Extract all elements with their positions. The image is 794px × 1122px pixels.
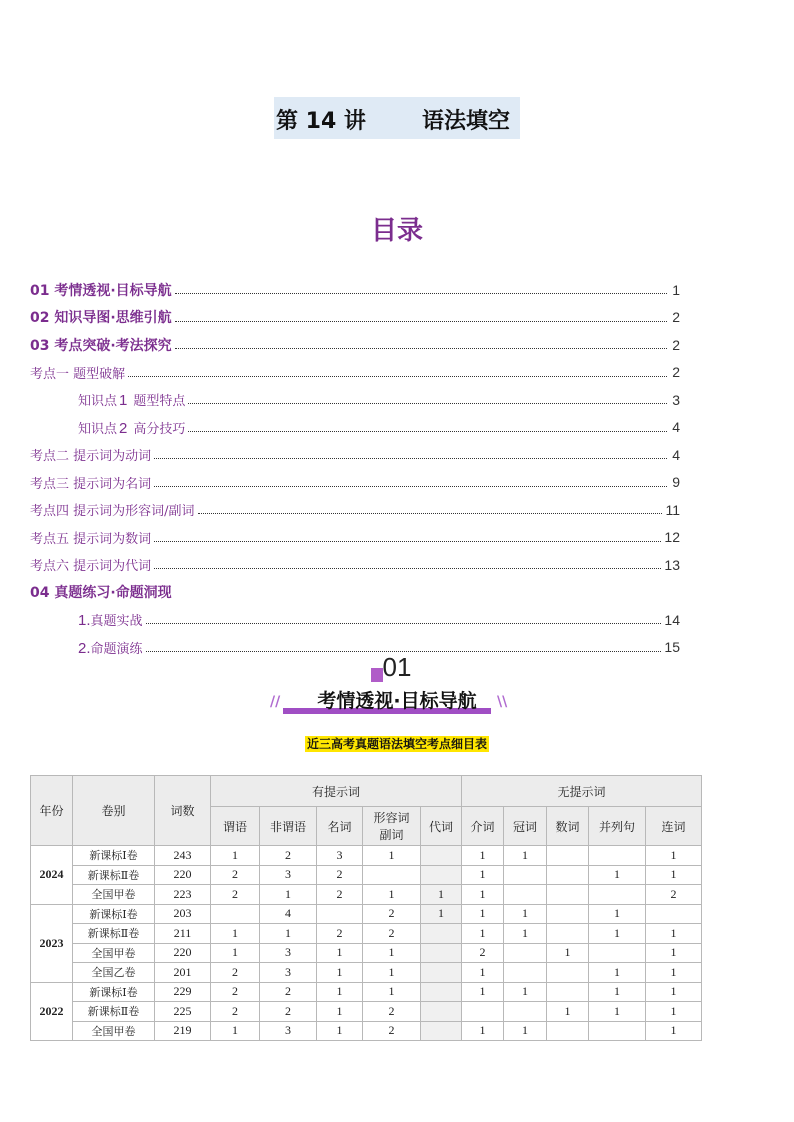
count-cell — [421, 943, 462, 963]
count-cell: 3 — [260, 943, 317, 963]
count-cell: 1 — [589, 982, 646, 1002]
count-cell: 1 — [462, 885, 504, 905]
toc-entry[interactable] — [30, 579, 680, 607]
count-cell: 1 — [317, 943, 363, 963]
volume-cell: 新课标Ⅱ卷 — [73, 1002, 155, 1022]
word-count-cell: 219 — [155, 1021, 211, 1041]
header-category: 连词 — [646, 807, 702, 846]
volume-cell: 新课标Ⅰ卷 — [73, 846, 155, 866]
toc-page-number: 15 — [664, 639, 680, 656]
count-cell — [317, 904, 363, 924]
toc-entry-text: 命题演练 — [90, 641, 143, 657]
toc-entry[interactable] — [30, 469, 680, 497]
table-caption — [0, 733, 794, 752]
toc-entry-label: 04 真题练习·命题洞现 — [30, 585, 172, 602]
count-cell: 1 — [211, 1021, 260, 1041]
count-cell — [504, 1002, 547, 1022]
count-cell: 1 — [504, 904, 547, 924]
toc-leader-dots — [128, 376, 667, 377]
toc-entry-label: 考点五 提示词为数词 — [30, 531, 152, 547]
year-cell: 2024 — [31, 846, 73, 905]
word-count-cell: 225 — [155, 1002, 211, 1022]
word-count-cell: 229 — [155, 982, 211, 1002]
count-cell: 1 — [363, 963, 421, 983]
count-cell — [547, 885, 589, 905]
toc-page-number: 1 — [672, 281, 680, 298]
count-cell — [547, 904, 589, 924]
toc-page-number: 2 — [672, 364, 680, 381]
count-cell — [421, 1021, 462, 1041]
toc-page-number: 12 — [664, 529, 680, 546]
count-cell: 1 — [589, 904, 646, 924]
header-category: 数词 — [547, 807, 589, 846]
volume-cell: 新课标Ⅱ卷 — [73, 865, 155, 885]
count-cell: 1 — [646, 865, 702, 885]
count-cell: 1 — [363, 943, 421, 963]
toc-entry-label: 03 考点突破·考法探究 — [30, 337, 172, 354]
header-category: 非谓语 — [260, 807, 317, 846]
count-cell: 1 — [646, 943, 702, 963]
toc-leader-dots — [175, 293, 667, 294]
count-cell: 2 — [260, 846, 317, 866]
count-cell — [547, 846, 589, 866]
count-cell: 1 — [462, 904, 504, 924]
year-cell: 2023 — [31, 904, 73, 982]
count-cell — [547, 982, 589, 1002]
count-cell — [504, 943, 547, 963]
count-cell: 1 — [462, 846, 504, 866]
count-cell: 1 — [211, 924, 260, 944]
toc-leader-dots — [188, 403, 667, 404]
toc-entry[interactable] — [30, 551, 680, 579]
toc-entry-number: 2 — [119, 419, 128, 437]
count-cell: 2 — [317, 924, 363, 944]
count-cell — [211, 904, 260, 924]
count-cell — [421, 1002, 462, 1022]
toc-leader-dots — [146, 623, 662, 624]
toc-entry-label: 01 考情透视·目标导航 — [30, 282, 172, 299]
count-cell — [589, 846, 646, 866]
count-cell: 3 — [260, 865, 317, 885]
word-count-cell: 220 — [155, 943, 211, 963]
table-row — [31, 865, 702, 885]
count-cell: 1 — [646, 982, 702, 1002]
count-cell: 1 — [462, 982, 504, 1002]
toc-entry-label: 考点三 提示词为名词 — [30, 476, 152, 492]
toc-page-number: 3 — [672, 391, 680, 408]
slash-decoration-right: \\ — [497, 694, 508, 710]
count-cell: 2 — [363, 1021, 421, 1041]
word-count-cell: 243 — [155, 846, 211, 866]
count-cell: 2 — [363, 904, 421, 924]
table-caption-text: 近三高考真题语法填空考点细目表 — [306, 737, 487, 751]
volume-cell: 新课标Ⅰ卷 — [73, 982, 155, 1002]
header-words: 词数 — [155, 776, 211, 846]
table-row — [31, 1021, 702, 1041]
count-cell: 2 — [317, 885, 363, 905]
count-cell — [547, 1021, 589, 1041]
table-row — [31, 924, 702, 944]
count-cell — [421, 865, 462, 885]
count-cell: 1 — [317, 963, 363, 983]
toc-leader-dots — [154, 486, 667, 487]
count-cell — [547, 924, 589, 944]
toc-entry-text: 高分技巧 — [133, 421, 186, 437]
count-cell: 1 — [421, 904, 462, 924]
count-cell — [504, 885, 547, 905]
word-count-cell: 203 — [155, 904, 211, 924]
toc-entry[interactable] — [30, 524, 680, 552]
lecture-title — [274, 97, 520, 139]
toc-entry-label — [30, 390, 185, 409]
word-count-cell: 211 — [155, 924, 211, 944]
toc-entry-label — [30, 610, 143, 629]
toc-page-number: 11 — [665, 501, 680, 518]
toc-page-number: 4 — [672, 446, 680, 463]
toc-entry-label: 考点六 提示词为代词 — [30, 559, 152, 575]
toc-page-number: 13 — [664, 556, 680, 573]
toc-entry-text: 题型特点 — [133, 394, 186, 410]
header-category: 介词 — [462, 807, 504, 846]
header-category: 形容词 副词 — [363, 807, 421, 846]
header-year: 年份 — [31, 776, 73, 846]
count-cell: 1 — [260, 924, 317, 944]
volume-cell: 新课标Ⅰ卷 — [73, 904, 155, 924]
toc-entry[interactable] — [30, 386, 680, 414]
toc-entry[interactable] — [30, 331, 680, 359]
count-cell: 1 — [589, 963, 646, 983]
header-category: 代词 — [421, 807, 462, 846]
word-count-cell: 220 — [155, 865, 211, 885]
toc-leader-dots — [154, 458, 667, 459]
count-cell: 2 — [646, 885, 702, 905]
count-cell: 3 — [317, 846, 363, 866]
toc-entry-prefix: 知识点 — [78, 394, 118, 410]
count-cell — [589, 943, 646, 963]
toc-entry-label: 考点二 提示词为动词 — [30, 449, 152, 465]
count-cell: 1 — [260, 885, 317, 905]
count-cell: 1 — [646, 924, 702, 944]
header-category: 并列句 — [589, 807, 646, 846]
count-cell: 4 — [260, 904, 317, 924]
count-cell: 1 — [363, 846, 421, 866]
toc-leader-dots — [175, 321, 667, 322]
count-cell: 2 — [211, 1002, 260, 1022]
count-cell: 1 — [646, 846, 702, 866]
toc-entry[interactable] — [30, 414, 680, 442]
count-cell: 2 — [260, 1002, 317, 1022]
toc-entry-label: 考点四 提示词为形容词/副词 — [30, 504, 195, 520]
count-cell: 1 — [504, 1021, 547, 1041]
count-cell: 1 — [646, 963, 702, 983]
count-cell: 2 — [260, 982, 317, 1002]
count-cell — [504, 865, 547, 885]
volume-cell: 全国甲卷 — [73, 943, 155, 963]
table-row — [31, 982, 702, 1002]
section-number: 01 — [382, 652, 412, 682]
count-cell: 1 — [211, 943, 260, 963]
count-cell: 1 — [504, 924, 547, 944]
lecture-topic: 语法填空 — [422, 109, 511, 134]
toc-entry[interactable] — [30, 304, 680, 332]
count-cell: 1 — [363, 885, 421, 905]
toc-page-number: 4 — [672, 419, 680, 436]
toc-entry-label: 考点一 题型破解 — [30, 366, 126, 382]
count-cell: 1 — [317, 1002, 363, 1022]
header-with-hint: 有提示词 — [211, 776, 462, 807]
table-row — [31, 885, 702, 905]
count-cell: 1 — [589, 924, 646, 944]
exam-points-table — [30, 775, 702, 1041]
count-cell — [504, 963, 547, 983]
count-cell: 3 — [260, 1021, 317, 1041]
header-category: 名词 — [317, 807, 363, 846]
toc-entry-label: 02 知识导图·思维引航 — [30, 310, 172, 327]
toc-leader-dots — [154, 568, 661, 569]
year-cell: 2022 — [31, 982, 73, 1041]
volume-cell: 全国乙卷 — [73, 963, 155, 983]
count-cell: 1 — [589, 1002, 646, 1022]
count-cell — [589, 1021, 646, 1041]
count-cell: 1 — [317, 1021, 363, 1041]
lecture-number: 第 14 讲 — [276, 109, 366, 134]
toc-leader-dots — [154, 541, 661, 542]
count-cell — [547, 865, 589, 885]
count-cell — [421, 963, 462, 983]
header-without-hint: 无提示词 — [462, 776, 702, 807]
count-cell: 1 — [211, 846, 260, 866]
count-cell: 1 — [504, 846, 547, 866]
toc-page-number: 2 — [672, 336, 680, 353]
toc-entry-number: 1. — [78, 612, 91, 630]
word-count-cell: 201 — [155, 963, 211, 983]
toc-leader-dots — [188, 431, 667, 432]
toc-entry-number: 1 — [119, 392, 128, 410]
toc-entry-number: 2. — [78, 639, 91, 657]
count-cell — [363, 865, 421, 885]
count-cell: 2 — [211, 982, 260, 1002]
count-cell: 1 — [462, 1021, 504, 1041]
section-banner — [0, 686, 794, 713]
count-cell: 2 — [363, 924, 421, 944]
count-cell: 1 — [421, 885, 462, 905]
count-cell: 2 — [317, 865, 363, 885]
table-row — [31, 846, 702, 866]
count-cell: 2 — [211, 963, 260, 983]
count-cell: 2 — [462, 943, 504, 963]
toc-leader-dots — [198, 513, 663, 514]
count-cell: 2 — [363, 1002, 421, 1022]
count-cell: 1 — [547, 943, 589, 963]
table-row — [31, 1002, 702, 1022]
toc-page-number: 2 — [672, 309, 680, 326]
count-cell: 1 — [462, 924, 504, 944]
count-cell: 1 — [589, 865, 646, 885]
count-cell: 1 — [547, 1002, 589, 1022]
count-cell — [589, 885, 646, 905]
slash-decoration-left: // — [270, 694, 281, 710]
count-cell — [421, 982, 462, 1002]
count-cell — [421, 924, 462, 944]
word-count-cell: 223 — [155, 885, 211, 905]
count-cell: 1 — [646, 1002, 702, 1022]
volume-cell: 全国甲卷 — [73, 885, 155, 905]
toc-entry[interactable] — [30, 441, 680, 469]
toc-page-number: 14 — [664, 611, 680, 628]
header-category: 冠词 — [504, 807, 547, 846]
table-row — [31, 963, 702, 983]
toc-entry[interactable] — [30, 276, 680, 304]
toc-entry[interactable] — [30, 359, 680, 387]
count-cell: 1 — [317, 982, 363, 1002]
count-cell — [462, 1002, 504, 1022]
count-cell: 1 — [504, 982, 547, 1002]
section-number-accent — [371, 668, 383, 682]
count-cell: 1 — [462, 963, 504, 983]
toc-entry[interactable] — [30, 606, 680, 634]
header-volume: 卷别 — [73, 776, 155, 846]
toc-entry[interactable] — [30, 496, 680, 524]
count-cell: 2 — [211, 865, 260, 885]
count-cell — [421, 846, 462, 866]
count-cell — [547, 963, 589, 983]
table-row — [31, 943, 702, 963]
header-category: 谓语 — [211, 807, 260, 846]
count-cell: 1 — [363, 982, 421, 1002]
count-cell: 3 — [260, 963, 317, 983]
toc-entry-label — [30, 418, 185, 437]
table-row — [31, 904, 702, 924]
toc-leader-dots — [175, 348, 667, 349]
toc-page-number: 9 — [672, 474, 680, 491]
count-cell: 2 — [211, 885, 260, 905]
count-cell: 1 — [646, 1021, 702, 1041]
volume-cell: 全国甲卷 — [73, 1021, 155, 1041]
toc-heading: 目录 — [370, 216, 423, 246]
toc-entry-prefix: 知识点 — [78, 421, 118, 437]
volume-cell: 新课标Ⅱ卷 — [73, 924, 155, 944]
toc-entry-text: 真题实战 — [90, 614, 143, 630]
count-cell: 1 — [462, 865, 504, 885]
table-of-contents — [30, 276, 680, 661]
count-cell — [646, 904, 702, 924]
section-title: 考情透视·目标导航 — [317, 690, 477, 712]
